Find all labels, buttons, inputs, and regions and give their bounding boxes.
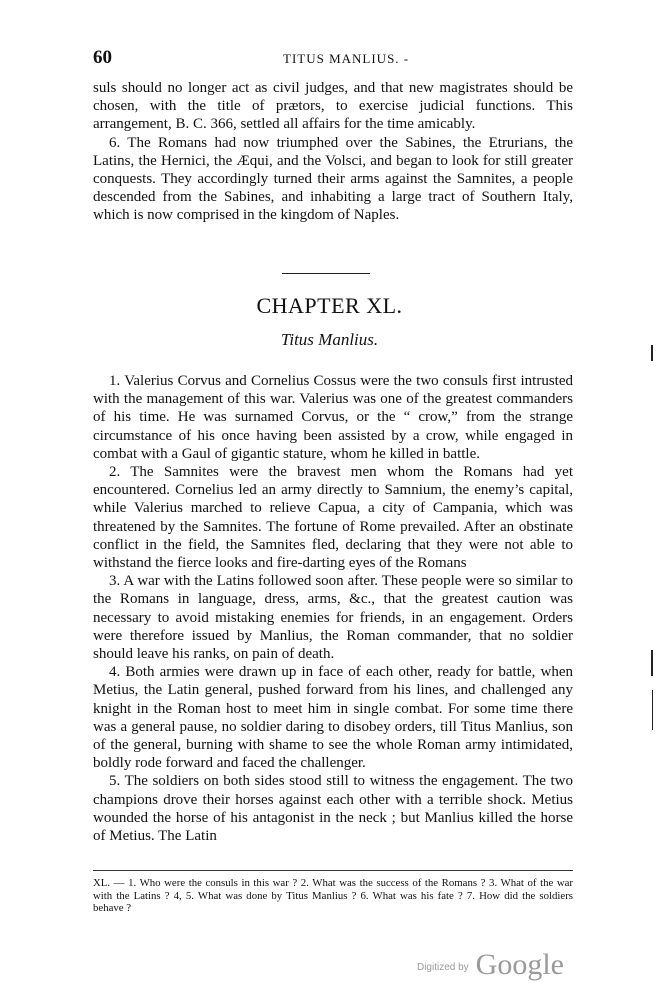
study-questions [93, 877, 573, 915]
margin-scan-mark [651, 650, 653, 676]
margin-scan-mark [652, 690, 653, 730]
footnote-label: XL. — [93, 877, 125, 889]
running-title: TITUS MANLIUS. - [283, 51, 410, 66]
google-logo: Google [475, 948, 564, 981]
chapter-body [93, 372, 573, 845]
page-number: 60 [93, 47, 112, 68]
paragraph-4: 4. Both armies were drawn up in face of each other, ready for battle, when Metius, the Latin general, pushed forward from his lines, and challenged any knight in the Roman host to meet him in single combat. For some time there was a general pause, no soldier daring to disobey orders, till Titus Manlius, son of the general, burning with shame to see the whole Roman army intimidated, boldly rode forward and faced the challenger. [93, 664, 573, 772]
chapter-subtitle: Titus Manlius. [280, 330, 379, 349]
question-6: 6. What was his fate ? [360, 889, 463, 902]
running-head [93, 47, 573, 69]
paragraph-6: 6. The Romans had now triumphed over the Sabines, the Etrurians, the Latins, the Hernici, the Æqui, and the Volsci, and began to look for still greater conquests. They accordingly turned their arms against the Samnites, a people descended from the Sabines, and inhabiting a large tract of Southern Italy, which is now comprised in the kingdom of Naples. [93, 134, 573, 224]
digitization-watermark [417, 948, 564, 982]
footnote-divider [93, 870, 573, 871]
question-2: 2. What was the success of the Romans ? [300, 877, 486, 889]
question-7: 7. How did the soldiers behave ? [93, 889, 574, 914]
paragraph-1: 1. Valerius Corvus and Cornelius Cossus were the two consuls first intrusted with the management of this war. Valerius was one of the greatest commanders of his time. He was surnamed Corvus, or the “ crow,” from the strange circumstance of his once having been assisted by a crow, while engaged in combat with a Gaul of gigantic stature, whom he killed in battle. [93, 373, 573, 462]
watermark-prefix: Digitized by [416, 962, 469, 973]
paragraph-5: 5. The soldiers on both sides stood still to witness the engagement. The two champions drove their horses against each other with a terrible shock. Metius wounded the horse of his antagonist in the neck ; but Manlius killed the horse of Metius. The Latin [93, 773, 573, 845]
top-text [93, 79, 573, 225]
chapter-title: CHAPTER XL. [256, 293, 403, 318]
question-4-5: 4, 5. What was done by Titus Manlius ? [173, 889, 357, 902]
continued-paragraph: suls should no longer act as civil judges, and that new magistrates should be chosen, with the title of prætors, to exercise judicial functions. This arrangement, B. C. 366, settled all affairs for the time amicably. [93, 80, 573, 133]
question-1: 1. Who were the consuls in this war ? [128, 877, 298, 889]
question-3: 3. What of the war with the Latins ? [93, 877, 574, 902]
paragraph-2: 2. The Samnites were the bravest men whom the Romans had yet encountered. Cornelius led an army directly to Samnium, the enemy’s capital, while Valerius marched to relieve Capua, a city of Campania, which was threatened by the Samnites. The fortune of Rome prevailed. After an obstinate conflict in the field, the Samnites fled, declaring that they were not able to withstand the fierce looks and fire-darting eyes of the Romans [93, 464, 573, 572]
margin-scan-mark [651, 345, 653, 361]
paragraph-3: 3. A war with the Latins followed soon after. These people were so similar to the Romans in language, dress, arms, &c., that the greatest caution was necessary to avoid mistaking enemies for friends, in an engagement. Orders were therefore issued by Manlius, the Roman commander, that no soldier should leave his ranks, on pain of death. [93, 573, 573, 663]
section-divider [282, 273, 370, 274]
